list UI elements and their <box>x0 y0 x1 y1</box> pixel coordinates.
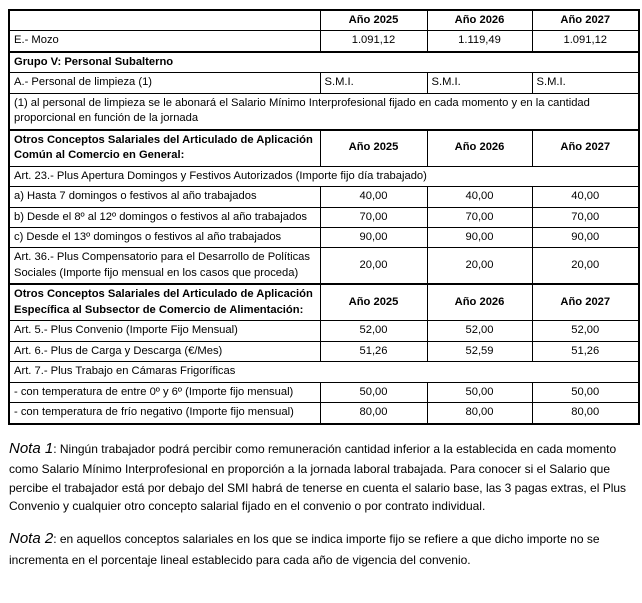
note-1-label: Nota 1 <box>9 439 54 457</box>
row-label-cell: a) Hasta 7 domingos o festivos al año trabajados <box>9 187 320 207</box>
value-cell: 20,00 <box>320 248 427 284</box>
table-row-limpieza <box>9 73 639 93</box>
table-row-art-36 <box>9 248 639 284</box>
value-cell: 1.091,12 <box>532 31 639 52</box>
value-cell: 50,00 <box>320 382 427 402</box>
row-label-cell: Art. 23.- Plus Apertura Domingos y Festivos Autorizados (Importe fijo día trabajado) <box>9 166 639 186</box>
table-row-art-5 <box>9 321 639 341</box>
value-cell: 40,00 <box>427 187 532 207</box>
row-label-cell: E.- Mozo <box>9 31 320 52</box>
value-cell: 52,00 <box>320 321 427 341</box>
value-cell: S.M.I. <box>320 73 427 93</box>
value-cell: 90,00 <box>532 227 639 247</box>
row-label-cell: Art. 36.- Plus Compensatorio para el Desarrollo de Políticas Sociales (Importe fijo mensual en los casos que proceda) <box>9 248 320 284</box>
table-row-domingos-c <box>9 227 639 247</box>
row-label-cell: Art. 6.- Plus de Carga y Descarga (€/Mes) <box>9 341 320 361</box>
table-row-grupo-v <box>9 52 639 73</box>
value-cell: 90,00 <box>320 227 427 247</box>
value-cell: 90,00 <box>427 227 532 247</box>
value-cell: 70,00 <box>427 207 532 227</box>
table-row-frio-negativo <box>9 403 639 424</box>
note-2-label: Nota 2 <box>9 530 54 548</box>
value-cell: 50,00 <box>532 382 639 402</box>
value-cell: 52,00 <box>532 321 639 341</box>
notes-section <box>9 438 632 570</box>
year-header-cell: Año 2027 <box>532 130 639 166</box>
note-1-text: : Ningún trabajador podrá percibir como remuneración cantidad inferior a la establecida en cada momento como Salario Mínimo Interprofesional en proporción a la jornada laboral trabajada. Para conocer si el Salario que percibe el trabajador está por debajo del SMI habrá de tenerse en cuenta el salario base, las 3 pagas extras, el Plus Convenio y cualquier otro concepto salarial fijado en el convenio o por contrato individual. <box>9 441 627 513</box>
year-header-cell: Año 2025 <box>320 284 427 320</box>
year-header-cell: Año 2026 <box>427 130 532 166</box>
row-label-cell: - con temperatura de entre 0º y 6º (Importe fijo mensual) <box>9 382 320 402</box>
value-cell: 80,00 <box>320 403 427 424</box>
value-cell: 70,00 <box>532 207 639 227</box>
footnote-cell: (1) al personal de limpieza se le abonará el Salario Mínimo Interprofesional fijado en cada momento y en la cantidad proporcional en función de la jornada <box>9 93 639 129</box>
row-label-cell: Art. 5.- Plus Convenio (Importe Fijo Mensual) <box>9 321 320 341</box>
row-label-cell: - con temperatura de frío negativo (Importe fijo mensual) <box>9 403 320 424</box>
table-row-art-23 <box>9 166 639 186</box>
year-header-cell: Año 2027 <box>532 10 639 31</box>
section-label-cell: Grupo V: Personal Subalterno <box>9 52 639 73</box>
note-2 <box>9 528 632 569</box>
row-label-cell: A.- Personal de limpieza (1) <box>9 73 320 93</box>
value-cell: 1.091,12 <box>320 31 427 52</box>
table-row-art-6 <box>9 341 639 361</box>
year-header-cell: Año 2026 <box>427 10 532 31</box>
salary-table <box>8 9 640 425</box>
year-header-cell: Año 2026 <box>427 284 532 320</box>
table-row-year-header <box>9 10 639 31</box>
value-cell: 51,26 <box>532 341 639 361</box>
note-2-text: : en aquellos conceptos salariales en los que se indica importe fijo se refiere a que dicho importe no se incrementa en el porcentaje lineal establecido para cada año de vigencia del convenio. <box>9 532 600 567</box>
note-1 <box>9 438 632 516</box>
row-label-cell <box>9 10 320 31</box>
value-cell: 20,00 <box>532 248 639 284</box>
value-cell: 51,26 <box>320 341 427 361</box>
value-cell: S.M.I. <box>532 73 639 93</box>
row-label-cell: c) Desde el 13º domingos o festivos al año trabajados <box>9 227 320 247</box>
table-row-footnote-1 <box>9 93 639 129</box>
value-cell: 50,00 <box>427 382 532 402</box>
table-row-section-alimentacion <box>9 284 639 320</box>
value-cell: 52,00 <box>427 321 532 341</box>
value-cell: 40,00 <box>320 187 427 207</box>
year-header-cell: Año 2025 <box>320 130 427 166</box>
row-label-cell: b) Desde el 8º al 12º domingos o festivos al año trabajados <box>9 207 320 227</box>
table-row-domingos-b <box>9 207 639 227</box>
value-cell: 70,00 <box>320 207 427 227</box>
value-cell: 80,00 <box>532 403 639 424</box>
value-cell: 52,59 <box>427 341 532 361</box>
value-cell: 80,00 <box>427 403 532 424</box>
value-cell: 1.119,49 <box>427 31 532 52</box>
table-row-section-comun <box>9 130 639 166</box>
table-row-temp-0-6 <box>9 382 639 402</box>
section-label-cell: Otros Conceptos Salariales del Articulado de Aplicación Específica al Subsector de Comercio de Alimentación: <box>9 284 320 320</box>
year-header-cell: Año 2027 <box>532 284 639 320</box>
year-header-cell: Año 2025 <box>320 10 427 31</box>
table-row-domingos-a <box>9 187 639 207</box>
section-label-cell: Otros Conceptos Salariales del Articulado de Aplicación Común al Comercio en General: <box>9 130 320 166</box>
value-cell: S.M.I. <box>427 73 532 93</box>
value-cell: 20,00 <box>427 248 532 284</box>
value-cell: 40,00 <box>532 187 639 207</box>
row-label-cell: Art. 7.- Plus Trabajo en Cámaras Frigoríficas <box>9 362 639 382</box>
table-row-art-7 <box>9 362 639 382</box>
table-row-mozo <box>9 31 639 52</box>
